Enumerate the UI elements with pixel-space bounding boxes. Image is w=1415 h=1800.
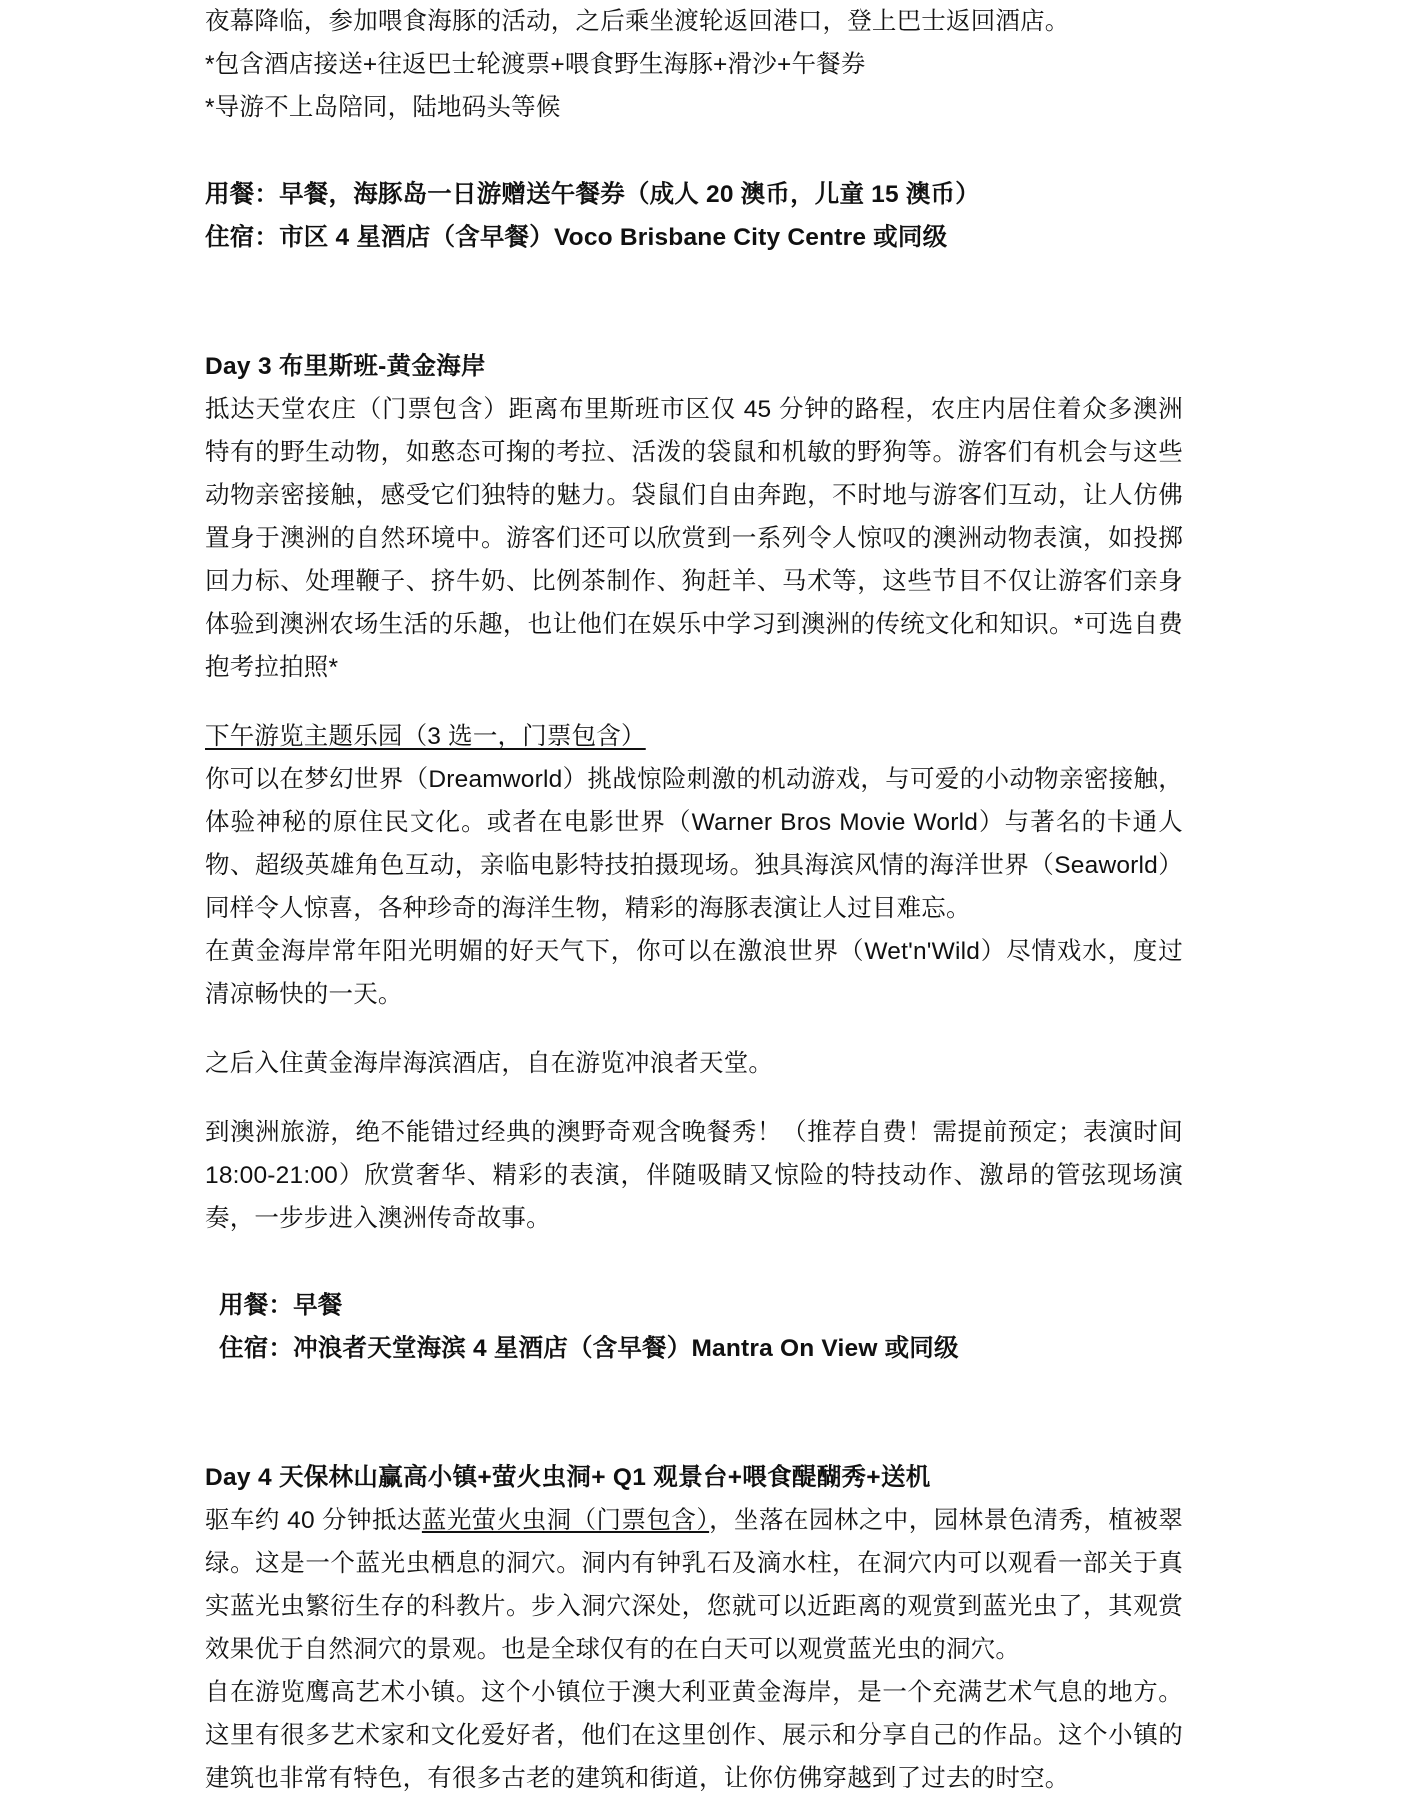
spacer <box>205 689 1183 715</box>
spacer <box>205 1085 1183 1111</box>
day4-heading: Day 4 天保林山赢高小镇+萤火虫洞+ Q1 观景台+喂食醍醐秀+送机 <box>205 1464 931 1491</box>
day3-para-4: 之后入住黄金海岸海滨酒店，自在游览冲浪者天堂。 <box>205 1050 774 1077</box>
day4-body-highlight: 蓝光萤火虫洞（门票包含） <box>421 1507 710 1534</box>
day4-body <box>205 1499 1183 1671</box>
intro-line-3: *导游不上岛陪同，陆地码头等候 <box>205 94 561 121</box>
intro-line-1: 夜幕降临，参加喂食海豚的活动，之后乘坐渡轮返回港口，登上巴士返回酒店。 <box>205 8 1070 35</box>
spacer <box>205 259 1183 345</box>
day3-para-2: 你可以在梦幻世界（Dreamworld）挑战惊险刺激的机动游戏，与可爱的小动物亲密接触，体验神秘的原住民文化。或者在电影世界（Warner Bros Movie World）与著名的卡通人物、超级英雄角色互动，亲临电影特技拍摄现场。独具海滨风情的海洋世界（Seaworld）同样令人惊喜，各种珍奇的海洋生物，精彩的海豚表演让人过目难忘。 <box>205 766 1183 922</box>
day3-para-3: 在黄金海岸常年阳光明媚的好天气下，你可以在激浪世界（Wet'n'Wild）尽情戏水，度过清凉畅快的一天。 <box>205 938 1183 1008</box>
day4-para-2: 自在游览鹰高艺术小镇。这个小镇位于澳大利亚黄金海岸，是一个充满艺术气息的地方。这里有很多艺术家和文化爱好者，他们在这里创作、展示和分享自己的作品。这个小镇的建筑也非常有特色，有很多古老的建筑和街道，让你仿佛穿越到了过去的时空。 <box>205 1679 1183 1792</box>
day3-meal-line: 用餐：早餐 <box>219 1292 343 1319</box>
spacer <box>205 129 1183 173</box>
day3-para-5: 到澳洲旅游，绝不能错过经典的澳野奇观含晚餐秀！（推荐自费！需提前预定；表演时间 18:00-21:00）欣赏奢华、精彩的表演，伴随吸睛又惊险的特技动作、激昂的管弦现场演奏，一步步进入澳洲传奇故事。 <box>205 1119 1191 1232</box>
day2-meal-line: 用餐：早餐，海豚岛一日游赠送午餐券（成人 20 澳币，儿童 15 澳币） <box>205 181 980 208</box>
day2-hotel-line: 住宿：市区 4 星酒店（含早餐）Voco Brisbane City Centre 或同级 <box>205 224 948 251</box>
day3-heading: Day 3 布里斯班-黄金海岸 <box>205 353 486 380</box>
spacer <box>205 1370 1183 1456</box>
day3-body: 抵达天堂农庄（门票包含）距离布里斯班市区仅 45 分钟的路程，农庄内居住着众多澳洲特有的野生动物，如憨态可掬的考拉、活泼的袋鼠和机敏的野狗等。游客们有机会与这些动物亲密接触，感受它们独特的魅力。袋鼠们自由奔跑，不时地与游客们互动，让人仿佛置身于澳洲的自然环境中。游客们还可以欣赏到一系列令人惊叹的澳洲动物表演，如投掷回力标、处理鞭子、挤牛奶、比例茶制作、狗赶羊、马术等，这些节目不仅让游客们亲身体验到澳洲农场生活的乐趣，也让他们在娱乐中学习到澳洲的传统文化和知识。*可选自费抱考拉拍照* <box>205 396 1183 681</box>
spacer <box>205 1240 1183 1284</box>
intro-line-2: *包含酒店接送+往返巴士轮渡票+喂食野生海豚+滑沙+午餐券 <box>205 51 866 78</box>
day3-meal-hotel-block <box>205 1284 1183 1370</box>
day3-subheading: 下午游览主题乐园（3 选一，门票包含） <box>205 723 646 750</box>
day3-hotel-line: 住宿：冲浪者天堂海滨 4 星酒店（含早餐）Mantra On View 或同级 <box>219 1335 959 1362</box>
spacer <box>205 1016 1183 1042</box>
day4-body-prefix: 驱车约 40 分钟抵达 <box>205 1507 422 1534</box>
day4-body-rest: ，坐落在园林之中，园林景色清秀，植被翠绿。这是一个蓝光虫栖息的洞穴。洞内有钟乳石及滴水柱，在洞穴内可以观看一部关于真实蓝光虫繁衍生存的科教片。步入洞穴深处，您就可以近距离的观赏到蓝光虫了，其观赏效果优于自然洞穴的景观。也是全球仅有的在白天可以观赏蓝光虫的洞穴。 <box>205 1507 1183 1663</box>
